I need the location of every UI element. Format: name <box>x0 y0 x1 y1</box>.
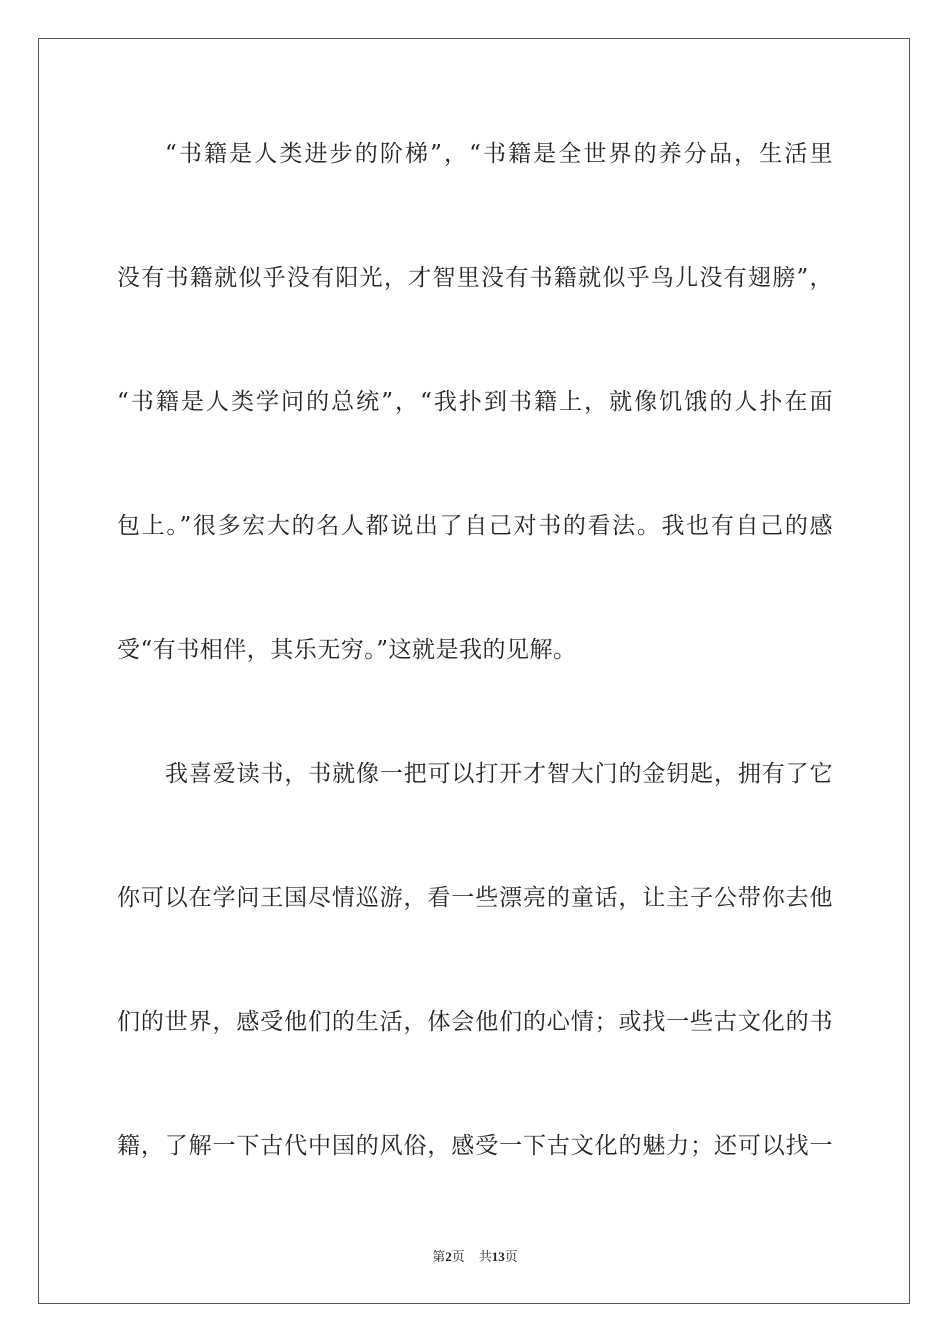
page-suffix: 页 <box>451 1249 465 1264</box>
text-line-2: 没有书籍就似乎没有阳光，才智里没有书籍就似乎鸟儿没有翅膀”， <box>117 265 833 291</box>
total-suffix: 页 <box>504 1249 518 1264</box>
text-line-6: 我喜爱读书，书就像一把可以打开才智大门的金钥匙，拥有了它 <box>165 761 833 787</box>
page-prefix: 第 <box>432 1249 446 1264</box>
text-line-3: “书籍是人类学问的总统”，“我扑到书籍上，就像饥饿的人扑在面 <box>117 389 833 415</box>
page-label <box>432 1249 465 1264</box>
text-line-7: 你可以在学问王国尽情巡游，看一些漂亮的童话，让主子公带你去他 <box>117 885 833 911</box>
text-line-8: 们的世界，感受他们的生活，体会他们的心情；或找一些古文化的书 <box>117 1009 833 1035</box>
total-label <box>479 1249 518 1264</box>
text-line-1: “书籍是人类进步的阶梯”，“书籍是全世界的养分品，生活里 <box>165 141 833 167</box>
text-line-9: 籍，了解一下古代中国的风俗，感受一下古文化的魅力；还可以找一 <box>117 1133 833 1159</box>
text-line-4: 包上。”很多宏大的名人都说出了自己对书的看法。我也有自己的感 <box>117 513 833 539</box>
total-prefix: 共 <box>478 1249 492 1264</box>
page-border <box>38 38 910 1304</box>
total-pages: 13 <box>491 1249 505 1264</box>
page-footer <box>0 1248 950 1266</box>
page-number: 2 <box>445 1249 452 1264</box>
text-line-5: 受“有书相伴，其乐无穷。”这就是我的见解。 <box>117 637 577 663</box>
